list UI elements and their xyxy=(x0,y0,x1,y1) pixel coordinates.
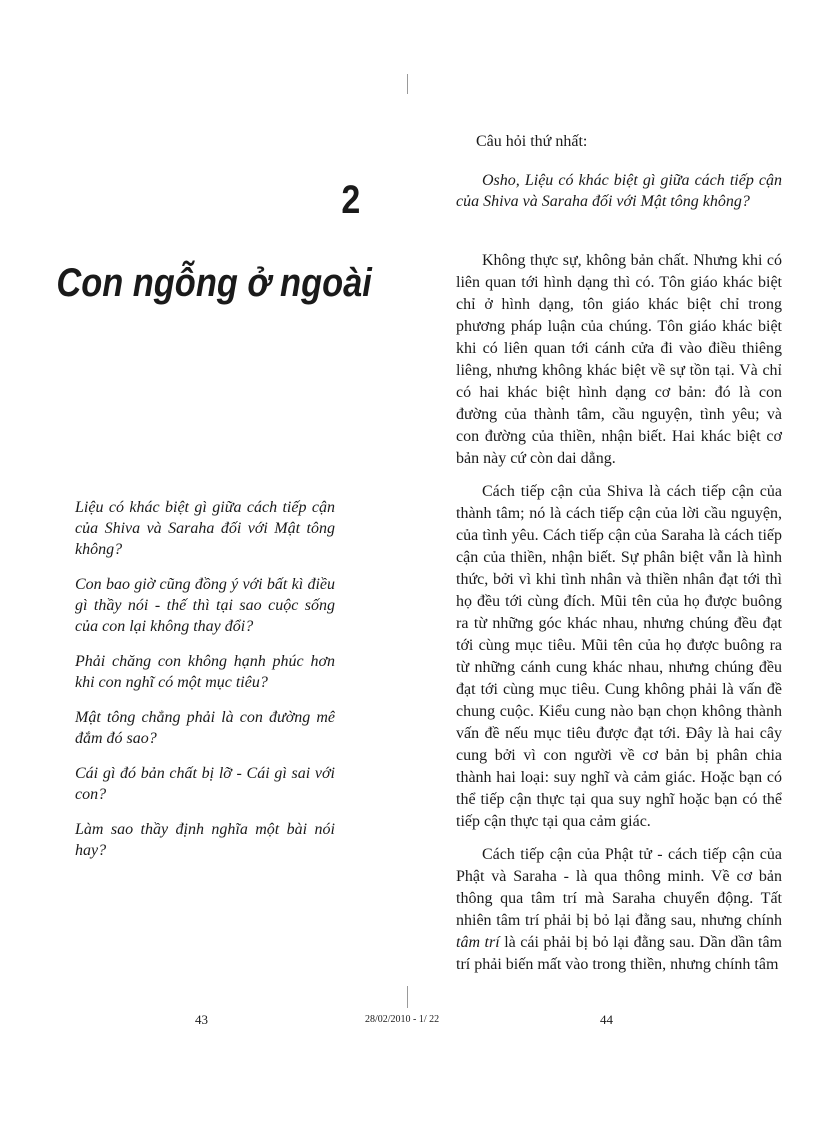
question-item: Mật tông chẳng phải là con đường mê đắm đó sao? xyxy=(75,709,335,747)
left-page-number: 43 xyxy=(195,1012,208,1027)
question-label: Câu hỏi thứ nhất: xyxy=(476,133,588,150)
emphasized-text: tâm trí xyxy=(456,934,500,951)
answer-paragraph-last xyxy=(456,844,782,976)
answer-paragraph: Cách tiếp cận của Shiva là cách tiếp cận của thành tâm; nó là cách tiếp cận của lời cầu nguyện, của tình yêu. Cách tiếp cận của Saraha là cách tiếp cận của thiền, nhận biết. Sự phân biệt vẫn là hình thức, bởi vì khi tình nhân và thiền nhân đạt tới thì họ đều tới cùng đích. Mũi tên của họ được buông ra từ những góc khác nhau, nhưng chúng đều đạt tới cùng mục tiêu. Mũi tên của họ được buông ra từ những cánh cung khác nhau, nhưng chúng đều đạt tới cùng mục tiêu. Cung không phải là vấn đề chung cuộc. Kiểu cung nào bạn chọn không thành vấn đề nếu mục tiêu được đạt tới. Đây là hai cây cung bởi vì con người về cơ bản bị phân chia thành hai loại: suy nghĩ và cảm giác. Hoặc bạn có thể tiếp cận thực tại qua suy nghĩ hoặc bạn có thể tiếp cận thực tại qua cảm giác. xyxy=(456,483,782,830)
text-run: Cách tiếp cận của Phật tử - cách tiếp cận của Phật và Saraha - là qua thông minh. Về cơ bản thông qua tâm trí mà Saraha chuyển động. Tất nhiên tâm trí phải bị bỏ lại đằng sau, nhưng chính xyxy=(456,846,782,929)
question-item: Làm sao thầy định nghĩa một bài nói hay? xyxy=(75,821,335,859)
chapter-number: 2 xyxy=(341,178,360,222)
answer-paragraph: Không thực sự, không bản chất. Nhưng khi có liên quan tới hình dạng thì có. Tôn giáo khác biệt chỉ ở hình dạng, tôn giáo khác biệt chỉ trong phương pháp luận của chúng. Tôn giáo khác biệt khi có liên quan tới cánh cửa đi vào điều thiêng liêng, nhưng không khác biệt về sự tồn tại. Và chỉ có hai khác biệt hình dạng cơ bản: đó là con đường của thành tâm, cầu nguyện, tình yêu; và con đường của thiền, nhận biết. Hai khác biệt cơ bản này cứ còn dai dẳng. xyxy=(456,252,782,467)
chapter-title: Con ngỗng ở ngoài xyxy=(56,261,372,305)
answer-body xyxy=(456,250,782,976)
right-page-number: 44 xyxy=(600,1012,613,1027)
center-divider-top xyxy=(407,74,408,94)
question-text: Osho, Liệu có khác biệt gì giữa cách tiếp cận của Shiva và Saraha đối với Mật tông không? xyxy=(456,172,782,210)
right-page xyxy=(456,131,782,987)
question-item: Liệu có khác biệt gì giữa cách tiếp cận của Shiva và Saraha đối với Mật tông không? xyxy=(75,499,335,558)
question-item: Con bao giờ cũng đồng ý với bất kì điều gì thầy nói - thế thì tại sao cuộc sống của con lại không thay đổi? xyxy=(75,576,335,635)
center-divider-bottom xyxy=(407,986,408,1008)
print-date-stamp: 28/02/2010 - 1/ 22 xyxy=(365,1014,440,1025)
question-item: Phải chăng con không hạnh phúc hơn khi con nghĩ có một mục tiêu? xyxy=(75,653,335,691)
question-item: Cái gì đó bản chất bị lỡ - Cái gì sai với con? xyxy=(75,765,335,803)
question-list xyxy=(75,497,335,875)
text-run: là cái phải bị bỏ lại đằng sau. Dần dần tâm trí phải biến mất vào trong thiền, nhưng chính tâm xyxy=(456,934,783,973)
